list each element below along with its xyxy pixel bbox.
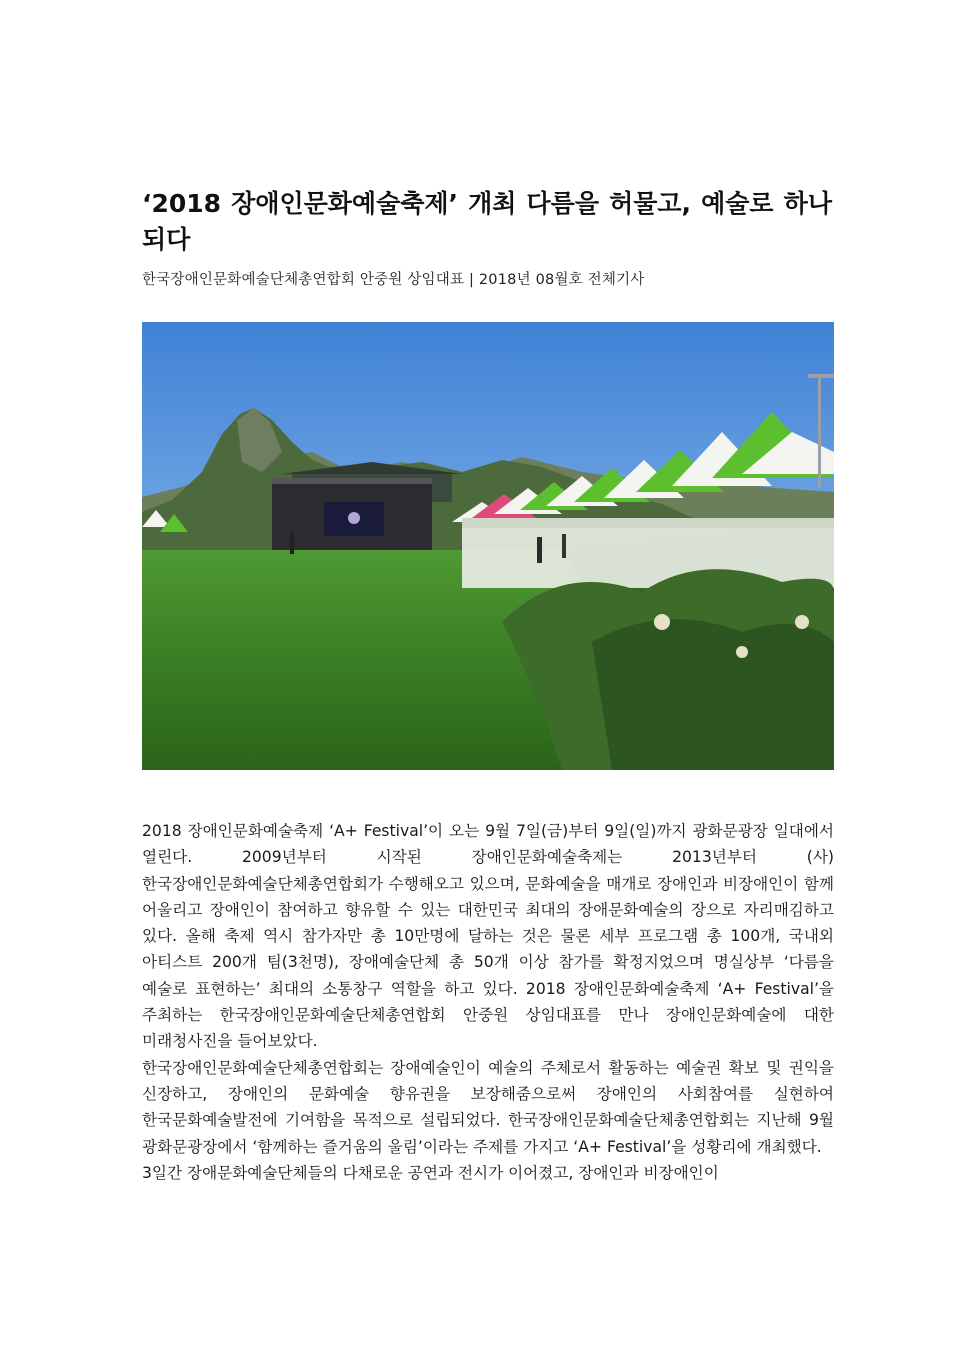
body-paragraph: 2018 장애인문화예술축제 ‘A+ Festival’이 오는 9월 7일(금)부터 9일(일)까지 광화문광장 일대에서 열린다. 2009년부터 시작된 장애인문화예술축제는 2013년부터 (사)한국장애인문화예술단체총연합회가 수행해오고 있으며, 문화예술을 매개로 장애인과 비장애인이 함께 어울리고 장애인이 참여하고 향유할 수 있는 대한민국 최대의 장애문화예술의 장으로 자리매김하고 있다. 올해 축제 역시 참가자만 총 10만명에 달하는 것은 물론 세부 프로그램 총 100개, 국내외 아티스트 200개 팀(3천명), 장애예술단체 총 50개 이상 참가를 확정지었으며 명실상부 ‘다름을 예술로 표현하는’ 최대의 소통창구 역할을 하고 있다. 2018 장애인문화예술축제 ‘A+ Festival’을 주최하는 한국장애인문화예술단체총연합회 안중원 상임대표를 만나 장애인문화예술에 대한 미래청사진을 들어보았다.: [142, 822, 834, 1051]
article-byline: 한국장애인문화예술단체총연합회 안중원 상임대표 | 2018년 08월호 전체기사: [142, 272, 645, 288]
article-title: ‘2018 장애인문화예술축제’ 개최 다름을 허물고, 예술로 하나되다: [142, 189, 832, 254]
body-paragraph: 한국장애인문화예술단체총연합회는 장애예술인이 예술의 주체로서 활동하는 예술권 확보 및 권익을 신장하고, 장애인의 문화예술 향유권을 보장해줌으로써 장애인의 사회참여를 실현하여 한국문화예술발전에 기여함을 목적으로 설립되었다. 한국장애인문화예술단체총연합회는 지난해 9월 광화문광장에서 ‘함께하는 즐거움의 울림’이라는 주제를 가지고 ‘A+ Festival’을 성황리에 개최했다.: [142, 1058, 834, 1156]
body-paragraph: 3일간 장애문화예술단체들의 다채로운 공연과 전시가 이어졌고, 장애인과 비장애인이: [142, 1163, 719, 1182]
festival-photo: [142, 322, 834, 770]
article-body: [142, 818, 834, 1186]
